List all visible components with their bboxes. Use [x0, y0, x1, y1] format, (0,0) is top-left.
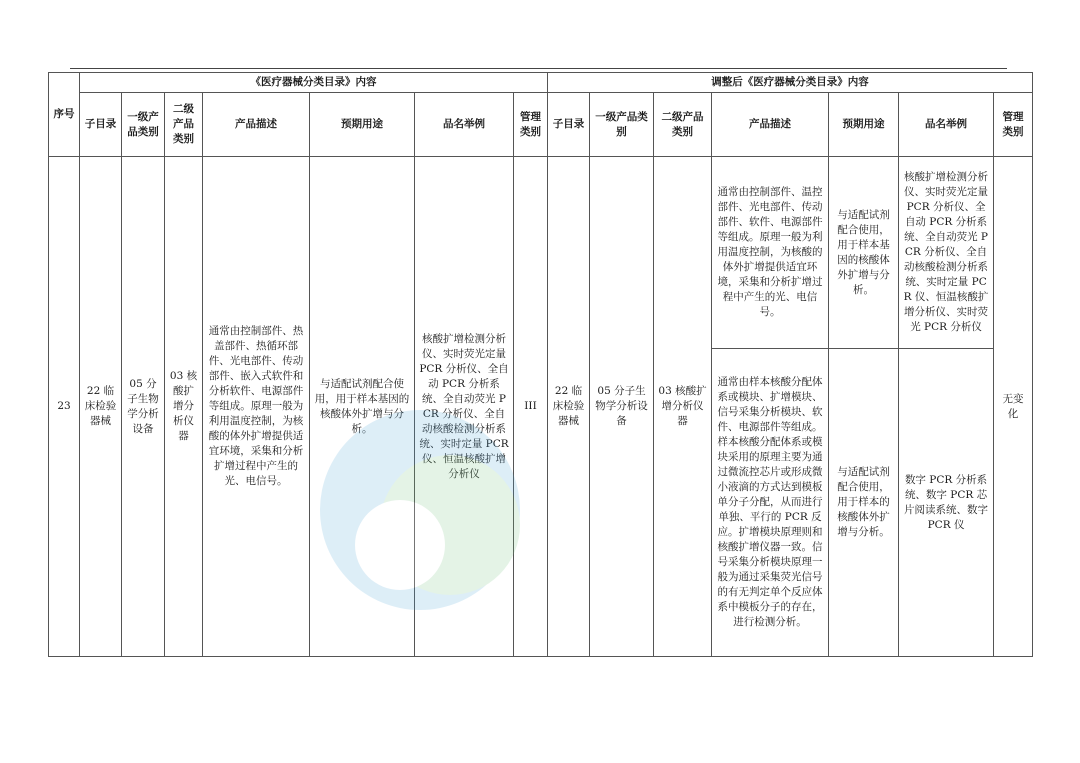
- cell-subdirectory-adjusted: 22 临床检验器械: [548, 157, 590, 657]
- cell-examples-adjusted-1: 核酸扩增检测分析仪、实时荧光定量 PCR 分析仪、全自动 PCR 分析系统、全自动荧光 PCR 分析仪、全自动核酸检测分析系统、实时定量 PCR 仪、恒温核酸扩增分析仪、实时荧光 PCR 分析仪: [899, 157, 994, 349]
- header-examples-adjusted: 品名举例: [899, 93, 994, 157]
- header-intended-use-adjusted: 预期用途: [829, 93, 899, 157]
- cell-intended-use-adjusted-2: 与适配试剂配合使用，用于样本的核酸体外扩增与分析。: [829, 349, 899, 657]
- cell-seq: 23: [49, 157, 80, 657]
- section-original: 《医疗器械分类目录》内容: [80, 73, 548, 93]
- header-subdirectory-adjusted: 子目录: [548, 93, 590, 157]
- cell-examples: 核酸扩增检测分析仪、实时荧光定量 PCR 分析仪、全自动 PCR 分析系统、全自动荧光 PCR 分析仪、全自动核酸检测分析系统、实时定量 PCR 仪、恒温核酸扩增分析仪: [415, 157, 514, 657]
- cell-management-class-adjusted: 无变化: [994, 157, 1033, 657]
- cell-level1: 05 分子生物学分析设备: [122, 157, 165, 657]
- cell-subdirectory: 22 临床检验器械: [80, 157, 122, 657]
- cell-level1-adjusted: 05 分子生物学分析设备: [590, 157, 654, 657]
- cell-description-adjusted-1: 通常由控制部件、温控部件、光电部件、传动部件、软件、电源部件等组成。原理一般为利用温度控制，为核酸的体外扩增提供适宜环境，采集和分析扩增过程中产生的光、电信号。: [712, 157, 829, 349]
- header-management-class: 管理类别: [514, 93, 548, 157]
- header-level2: 二级产品类别: [165, 93, 203, 157]
- header-description: 产品描述: [203, 93, 310, 157]
- cell-description: 通常由控制部件、热盖部件、热循环部件、光电部件、传动部件、嵌入式软件和分析软件、电源部件等组成。原理一般为利用温度控制，为核酸的体外扩增提供适宜环境，采集和分析扩增过程中产生的光、电信号。: [203, 157, 310, 657]
- header-level1: 一级产品类别: [122, 93, 165, 157]
- cell-description-adjusted-2: 通常由样本核酸分配体系或模块、扩增模块、信号采集分析模块、软件、电源部件等组成。样本核酸分配体系或模块采用的原理主要为通过微流控芯片或形成微小液滴的方式达到模板单分子分配，从而进行单独、平行的 PCR 反应。扩增模块原理则和核酸扩增仪器一致。信号采集分析模块原理一般为通过采集荧光信号的有无判定单个反应体系中模板分子的存在，进行检测分析。: [712, 349, 829, 657]
- header-level2-adjusted: 二级产品类别: [654, 93, 712, 157]
- header-intended-use: 预期用途: [310, 93, 415, 157]
- header-level1-adjusted: 一级产品类别: [590, 93, 654, 157]
- top-rule: [70, 68, 1007, 69]
- cell-level2-adjusted: 03 核酸扩增分析仪器: [654, 157, 712, 657]
- header-management-class-adjusted: 管理类别: [994, 93, 1033, 157]
- header-subdirectory: 子目录: [80, 93, 122, 157]
- cell-management-class: III: [514, 157, 548, 657]
- header-examples: 品名举例: [415, 93, 514, 157]
- cell-intended-use-adjusted-1: 与适配试剂配合使用，用于样本基因的核酸体外扩增与分析。: [829, 157, 899, 349]
- cell-intended-use: 与适配试剂配合使用，用于样本基因的核酸体外扩增与分析。: [310, 157, 415, 657]
- header-seq: 序号: [49, 73, 80, 157]
- classification-table: [48, 72, 1033, 657]
- header-description-adjusted: 产品描述: [712, 93, 829, 157]
- cell-level2: 03 核酸扩增分析仪器: [165, 157, 203, 657]
- section-adjusted: 调整后《医疗器械分类目录》内容: [548, 73, 1033, 93]
- cell-examples-adjusted-2: 数字 PCR 分析系统、数字 PCR 芯片阅读系统、数字 PCR 仪: [899, 349, 994, 657]
